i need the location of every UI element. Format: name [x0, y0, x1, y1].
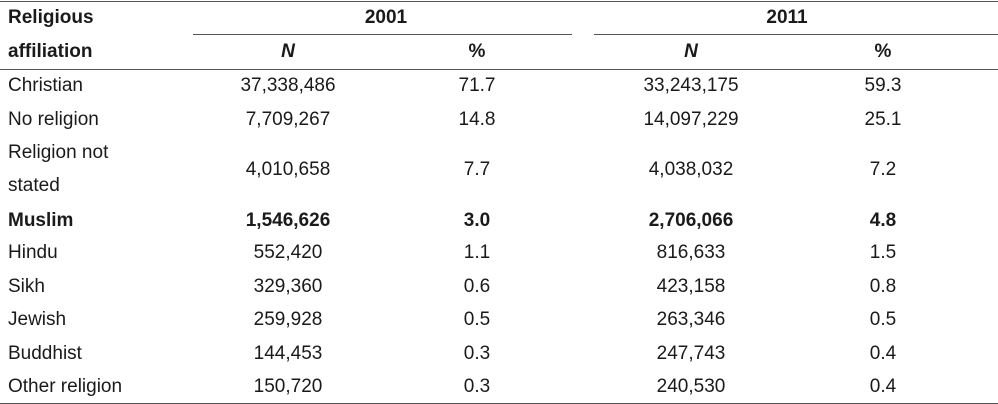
- cell-pct-2011: 4.8: [869, 210, 897, 231]
- top-rule: [0, 1, 998, 2]
- cell-pct-2011: 0.8: [869, 276, 897, 297]
- cell-pct-2001: 14.8: [458, 109, 496, 130]
- row-label-line2: stated: [8, 175, 60, 196]
- cell-pct-2011: 0.4: [869, 376, 897, 397]
- cell-pct-2001: 0.3: [463, 343, 491, 364]
- cell-n-2001: 259,928: [253, 309, 323, 330]
- cell-n-2001: 329,360: [253, 276, 323, 297]
- row-label: Buddhist: [8, 343, 82, 364]
- pct-2011-header: %: [874, 41, 892, 62]
- cell-pct-2011: 59.3: [864, 75, 902, 96]
- year-2011-header: 2011: [766, 7, 808, 28]
- cell-n-2011: 4,038,032: [648, 159, 734, 180]
- cell-n-2001: 37,338,486: [240, 75, 336, 96]
- cell-n-2011: 33,243,175: [643, 75, 739, 96]
- cell-pct-2001: 3.0: [463, 210, 491, 231]
- cell-n-2001: 7,709,267: [245, 109, 331, 130]
- row-label: Other religion: [8, 376, 123, 397]
- cell-n-2001: 1,546,626: [245, 210, 331, 231]
- cell-pct-2001: 0.5: [463, 309, 491, 330]
- row-label: Muslim: [8, 210, 74, 231]
- cell-n-2011: 14,097,229: [643, 109, 739, 130]
- row-label: Hindu: [8, 242, 58, 263]
- header-bottom-rule: [0, 69, 998, 70]
- cell-n-2001: 4,010,658: [245, 159, 331, 180]
- row-label-line1: Religion not: [8, 142, 109, 163]
- n-2001-header: N: [281, 41, 295, 62]
- cell-n-2001: 144,453: [253, 343, 323, 364]
- cell-pct-2001: 71.7: [458, 75, 496, 96]
- row-label: No religion: [8, 109, 99, 130]
- cell-n-2011: 240,530: [656, 376, 726, 397]
- row-label: Sikh: [8, 276, 45, 297]
- cell-n-2011: 423,158: [656, 276, 726, 297]
- pct-2001-header: %: [468, 41, 486, 62]
- cell-pct-2011: 25.1: [864, 109, 902, 130]
- cell-n-2001: 552,420: [253, 242, 323, 263]
- cell-pct-2001: 0.6: [463, 276, 491, 297]
- cell-n-2011: 816,633: [656, 242, 726, 263]
- cell-pct-2011: 1.5: [869, 242, 897, 263]
- year-2001-header: 2001: [364, 7, 408, 28]
- cell-pct-2001: 1.1: [463, 242, 491, 263]
- cell-pct-2011: 0.5: [869, 309, 897, 330]
- cell-n-2011: 247,743: [656, 343, 726, 364]
- cell-n-2001: 150,720: [253, 376, 323, 397]
- cell-pct-2001: 0.3: [463, 376, 491, 397]
- header-label-line2: affiliation: [8, 41, 93, 62]
- cell-n-2011: 263,346: [656, 309, 726, 330]
- year-2001-underline: [193, 34, 572, 35]
- n-2011-header: N: [684, 41, 698, 62]
- year-2011-underline: [594, 34, 998, 35]
- cell-n-2011: 2,706,066: [648, 210, 734, 231]
- row-label: Christian: [8, 75, 83, 96]
- cell-pct-2011: 0.4: [869, 343, 897, 364]
- cell-pct-2001: 7.7: [463, 159, 491, 180]
- cell-pct-2011: 7.2: [869, 159, 897, 180]
- row-label: Jewish: [8, 309, 67, 330]
- header-label-line1: Religious: [8, 7, 94, 28]
